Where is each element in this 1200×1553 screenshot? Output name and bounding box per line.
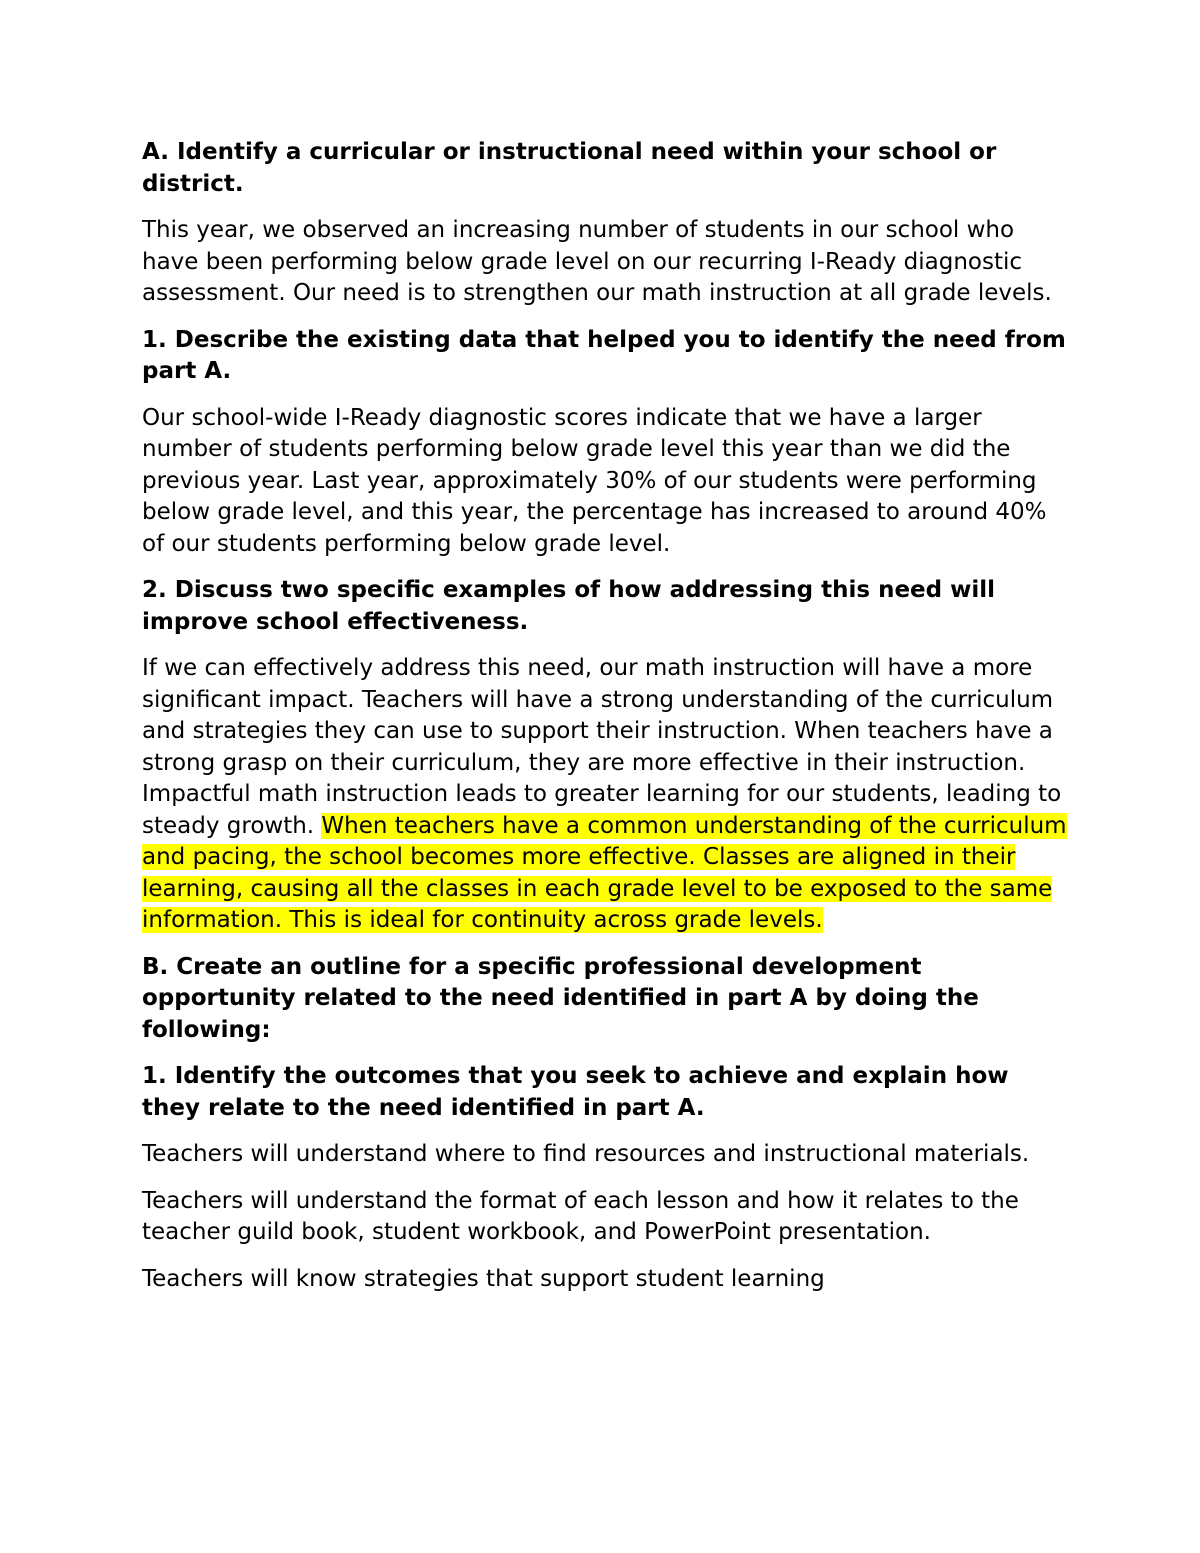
section-a-body: This year, we observed an increasing number of students in our school who have been performing below grade level on our recurring I-Ready diagnostic assessment. Our need is to strengthen our math instruction at all grade levels. <box>142 217 1052 306</box>
highlighted-text: When teachers have a common understanding of the curriculum and pacing, the school becomes more effective. Classes are aligned in their learning, causing all the classes in each grade level to be exposed to the same information. This is ideal for continuity across grade levels. <box>142 812 1067 933</box>
question-a1-body: Our school-wide I-Ready diagnostic scores indicate that we have a larger number of students performing below grade level this year than we did the previous year. Last year, approximately 30% of our students were performing below grade level, and this year, the percentage has increased to around 40% of our students performing below grade level. <box>142 404 1047 557</box>
question-a2-body-plain: If we can effectively address this need, our math instruction will have a more significant impact. Teachers will have a strong understanding of the curriculum and strategies they can use to support their instruction. When teachers have a strong grasp on their curriculum, they are more effective in their instruction. Impactful math instruction leads to greater learning for our students, leading to steady growth. <box>142 655 1062 839</box>
outcome-item: Teachers will understand where to find resources and instructional materials. <box>142 1141 1030 1167</box>
question-a2-body <box>142 653 1072 937</box>
section-a-heading: A. Identify a curricular or instructional need within your school or district. <box>142 139 997 197</box>
document-body <box>142 137 1072 1310</box>
question-a1-heading: 1. Describe the existing data that helped you to identify the need from part A. <box>142 326 1066 384</box>
outcome-item: Teachers will understand the format of each lesson and how it relates to the teacher guild book, student workbook, and PowerPoint presentation. <box>142 1187 1019 1245</box>
section-b-heading: B. Create an outline for a specific professional development opportunity related to the need identified in part A by doing the following: <box>142 953 979 1043</box>
question-b1-heading: 1. Identify the outcomes that you seek to achieve and explain how they relate to the need identified in part A. <box>142 1063 1009 1121</box>
outcome-item: Teachers will know strategies that support student learning <box>142 1265 825 1292</box>
question-a2-heading: 2. Discuss two specific examples of how addressing this need will improve school effectiveness. <box>142 577 996 635</box>
